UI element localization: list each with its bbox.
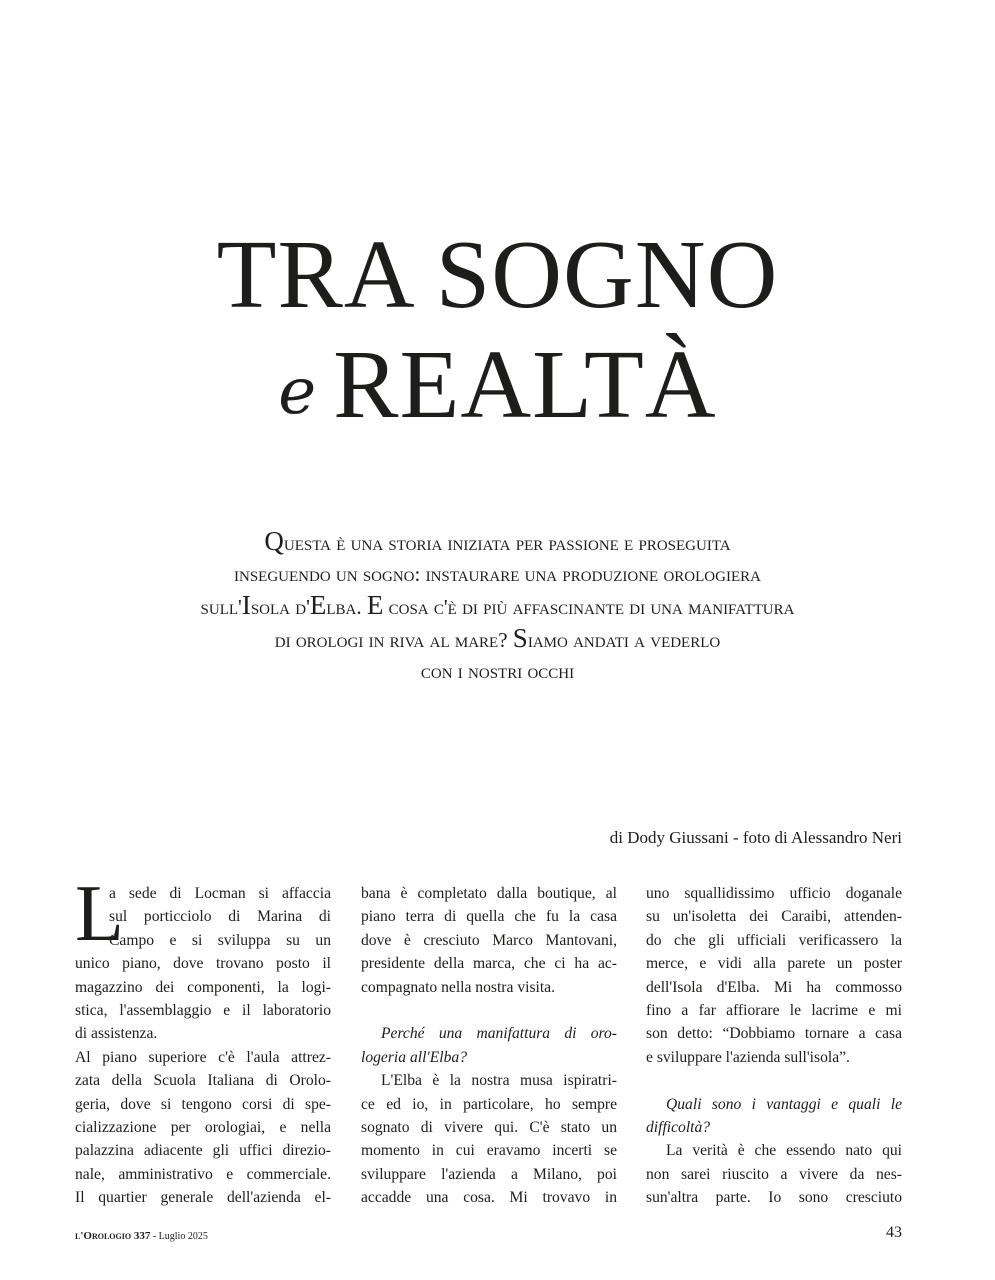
lead-line: con i nostri occhi <box>420 659 575 683</box>
body-line: Campo e si sviluppa su un <box>109 931 331 949</box>
body-line: sun'altra parte. Io sono cresciuto <box>646 1189 902 1207</box>
issue-date: - Luglio 2025 <box>150 1231 208 1242</box>
body-line: merce, e vidi alla parete un poster <box>646 955 902 973</box>
body-line: momento in cui eravamo incerti se <box>361 1142 617 1160</box>
interview-question: difficoltà? <box>646 1118 711 1136</box>
page-number: 43 <box>886 1224 902 1241</box>
footer-publication <box>75 1230 208 1242</box>
lead-line: sull'Isola d'Elba. E cosa c'è di più affascinante di una manifattura <box>200 590 795 620</box>
body-line: sviluppare l'azienda a Milano, poi <box>361 1165 617 1183</box>
body-line: piano terra di quella che fu la casa <box>361 908 617 926</box>
lead-line: di orologi in riva al mare? Siamo andati a vederlo <box>274 623 721 653</box>
title-line-1: TRA SOGNO <box>216 221 779 329</box>
interview-question: Quali sono i vantaggi e quali le <box>666 1095 902 1113</box>
body-line: sognato di vivere qui. C'è stato un <box>361 1118 617 1136</box>
body-line: compagnato nella nostra visita. <box>361 978 556 996</box>
lead-line: Questa è una storia iniziata per passione e proseguita <box>264 526 731 556</box>
body-line: son detto: “Dobbiamo tornare a casa <box>646 1025 902 1043</box>
byline: di Dody Giussani - foto di Alessandro Neri <box>609 828 902 847</box>
body-line: cializzazione per orologiai, e nella <box>75 1118 331 1136</box>
body-line: presidente della marca, che ci ha ac- <box>361 955 617 973</box>
body-line: La verità è che essendo nato qui <box>666 1142 902 1160</box>
article-column-2 <box>361 882 617 1209</box>
body-line: accadde una cosa. Mi trovavo in <box>361 1189 617 1207</box>
drop-cap: L <box>75 870 124 958</box>
body-line: sul porticciolo di Marina di <box>109 908 331 926</box>
article-title <box>0 221 995 446</box>
body-line: dell'Isola d'Elba. Mi ha commosso <box>646 978 902 996</box>
body-line: ce ed io, in particolare, ho sempre <box>361 1095 617 1113</box>
body-line: geria, dove si tengono corsi di spe- <box>75 1095 331 1113</box>
body-line: dove è cresciuto Marco Mantovani, <box>361 931 617 949</box>
body-line: Il quartier generale dell'azienda el- <box>75 1189 331 1207</box>
title-line-2-word: REALTÀ <box>333 331 717 439</box>
body-line: di assistenza. <box>75 1025 158 1043</box>
body-line: Al piano superiore c'è l'aula attrez- <box>75 1048 331 1066</box>
body-line: palazzina adiacente gli uffici direzio- <box>75 1142 331 1160</box>
body-line: fino a far affiorare le lacrime e mi <box>646 1001 902 1019</box>
interview-question: Perché una manifattura di oro- <box>381 1025 617 1043</box>
paragraph-gap <box>646 1069 902 1092</box>
body-line: nale, amministrativo e commerciale. <box>75 1165 331 1183</box>
body-line: zata della Scuola Italiana di Orolo- <box>75 1072 331 1090</box>
body-line: L'Elba è la nostra musa ispiratri- <box>381 1072 617 1090</box>
article-column-3 <box>646 882 902 1209</box>
body-line: uno squallidissimo ufficio doganale <box>646 885 902 902</box>
article-lead <box>60 526 935 687</box>
body-line: do che gli ufficiali verificassero la <box>646 931 902 949</box>
body-line: e sviluppare l'azienda sull'isola”. <box>646 1048 850 1066</box>
magazine-name: l'Orologio 337 <box>75 1230 151 1242</box>
body-line: a sede di Locman si affaccia <box>109 885 331 902</box>
body-line: bana è completato dalla boutique, al <box>361 885 617 902</box>
lead-line: inseguendo un sogno: instaurare una produzione orologiera <box>234 562 761 586</box>
title-conjunction: e <box>278 355 318 429</box>
title-line-2 <box>0 331 995 446</box>
body-line: su un'isoletta dei Caraibi, attenden- <box>646 908 902 926</box>
paragraph-gap <box>361 999 617 1022</box>
article-column-1 <box>75 882 331 1209</box>
body-line: non sarei riuscito a vivere da nes- <box>646 1165 902 1183</box>
body-line: unico piano, dove trovano posto il <box>75 955 331 973</box>
interview-question: logeria all'Elba? <box>361 1048 467 1066</box>
body-line: magazzino dei componenti, la logi- <box>75 978 331 996</box>
body-line: stica, l'assemblaggio e il laboratorio <box>75 1001 331 1019</box>
